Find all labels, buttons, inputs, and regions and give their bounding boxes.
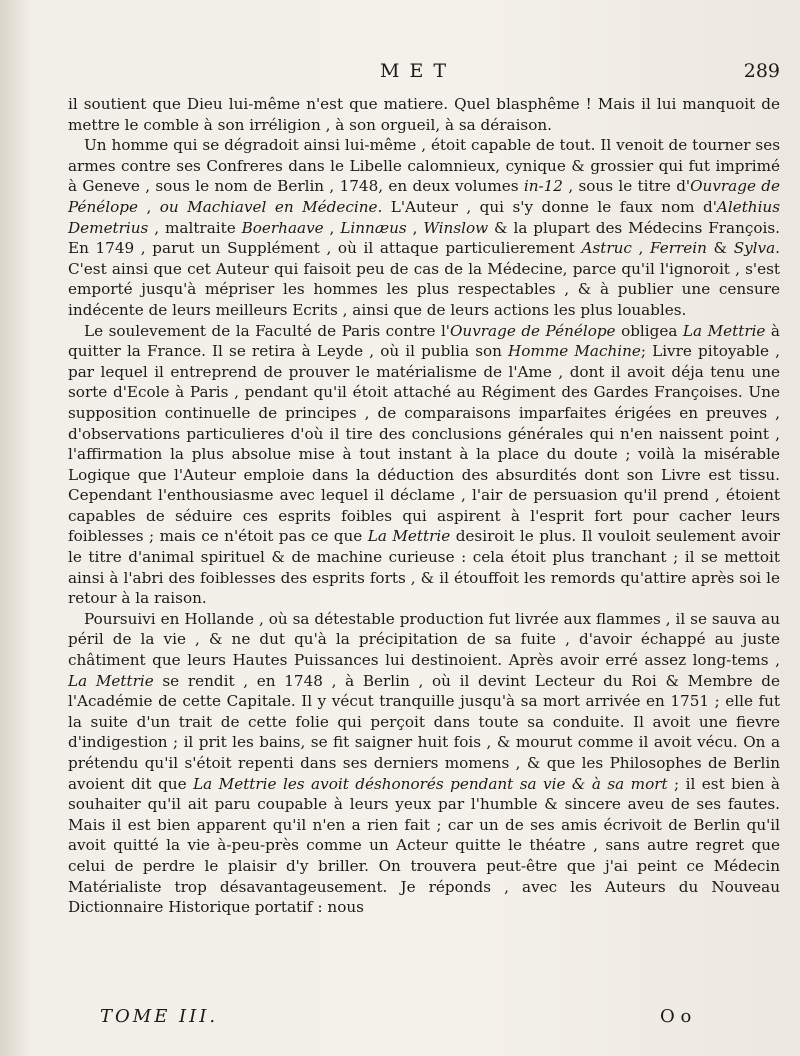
text-run: Linnæus [340, 218, 407, 237]
signature-mark: O o [660, 1006, 692, 1027]
text-run: Astruc [581, 239, 632, 258]
page-number: 289 [743, 60, 780, 82]
text-run: il soutient que Dieu lui-même n'est que matiere. Quel blasphême ! Mais il lui manquoit de mettre le comble à son irréligion , à son orgueil, à sa déraison. [68, 95, 780, 134]
text-run: Alethius Demetrius [68, 197, 781, 237]
text-run: , maltraite [148, 218, 242, 237]
paragraph-2 [68, 135, 780, 320]
text-run: L'Auteur , qui s'y donne le faux nom d' [382, 197, 717, 216]
text-run: , [138, 197, 160, 216]
text-run: ; Livre pitoyable , par lequel il entreprend de prouver le matérialisme de l'Ame , dont il avoit déja tenu une sorte d'Ecole à Paris , pendant qu'il étoit attaché au Régiment des Gardes Françoises. Une supposition continuelle de principes , de comparaisons imparfaites érigées en preuves , d'observations particulieres d'où il tire des conclusions générales qui n'en naissent point , l'affirmation la plus absolue mise à tout instant à la place du doute ; voilà la misérable Logique que l'Auteur emploie dans la déduction des absurdités dont son Livre est tissu. Cependant l'enthousiasme avec lequel il déclame , l'air de persuasion qu'il prend , étoient capables de séduire ces esprits foibles qui aspirent à l'esprit fort pour cacher leurs foiblesses ; mais ce n'étoit pas ce que [68, 342, 780, 546]
text-run: Poursuivi en Hollande , où sa détestable production fut livrée aux flammes , il se sauva au péril de la vie , & ne dut qu'à la précipitation de sa fuite , d'avoir échappé au juste châtiment que leurs Hautes Puissances lui destinoient. Après avoir erré assez long-tems , [68, 609, 780, 670]
running-head: MET [380, 60, 456, 82]
text-run: se rendit , en 1748 , à Berlin , où il devint Lecteur du Roi & Membre de l'Académie de cette Capitale. Il y vécut tranquille jusqu'à sa mort arrivée en 1751 ; elle fut la suite d'un trait de cette folie qui perçoit dans toute sa conduite. Il avoit une fievre d'indigestion ; il prit les bains, se fit saigner huit fois , & mourut comme il avoit vécu. On a prétendu qu'il s'étoit repenti dans ses derniers momens , & que les Philosophes de Berlin avoient dit que [68, 671, 780, 793]
text-run: Ouvrage de Pénélope [68, 177, 781, 216]
text-run: & [706, 239, 734, 258]
text-run: Winslow [423, 218, 489, 237]
paragraph-3 [68, 321, 780, 609]
text-run: , [406, 218, 424, 237]
text-run: Boerhaave [241, 218, 324, 237]
text-run: , [323, 218, 341, 237]
text-run: Homme Machine [508, 342, 641, 361]
text-run: obligea [615, 321, 683, 340]
text-run: Ouvrage de Pénélope [449, 321, 616, 340]
text-run: Sylva. [733, 239, 780, 258]
text-run: La Mettrie [68, 671, 154, 690]
text-run: , [631, 239, 651, 258]
text-run: ; il est bien à souhaiter qu'il ait paru coupable à leurs yeux par l'humble & sincere aveu de ses fautes. Mais il est bien apparent qu'il n'en a rien fait ; car un de ses amis écrivoit de Berlin qu'il avoit quitté la vie à-peu-près comme un Acteur quitte le théatre , sans autre regret que celui de perdre le plaisir d'y briller. On trouvera peut-être que j'ai peint ce Médecin Matérialiste trop désavantageusement. Je réponds , avec les Auteurs du Nouveau Dictionnaire Historique portatif : nous [68, 774, 780, 917]
text-run: , sous le titre d' [562, 177, 691, 196]
text-run: La Mettrie [682, 321, 766, 340]
text-run: Un homme qui se dégradoit ainsi lui-même , étoit capable de tout. Il venoit de tourner ses armes contre ses Confreres dans le Libelle calomnieux, cynique & grossier qui fut imprimé à Geneve , sous le nom de Berlin , 1748, en deux volumes [68, 136, 780, 196]
paragraph-4 [68, 609, 780, 918]
text-run: & la plupart des Médecins François. En 1749 , parut un Supplément , où il attaque particulierement [68, 218, 781, 258]
text-run: in-12 [523, 177, 563, 196]
page-footer [0, 1006, 800, 1036]
page-header [0, 60, 800, 90]
page-body [68, 94, 780, 918]
text-run: La Mettrie [367, 527, 451, 546]
text-run: desiroit le plus. Il vouloit seulement avoir le titre d'animal spirituel & de machine curieuse : cela étoit plus tranchant ; il se mettoit ainsi à l'abri des foiblesses des esprits forts , & il étouffoit les remords qu'attire après soi le retour à la raison. [68, 527, 780, 608]
text-run: C'est ainsi que cet Auteur qui faisoit peu de cas de la Médecine, parce qu'il l'ignoroit , s'est emporté jusqu'à mépriser les hommes les plus respectables , & à publier une censure indécente de leurs meilleurs Ecrits , ainsi que de leurs actions les plus louables. [68, 259, 780, 319]
text-run: La Mettrie les avoit déshonorés pendant sa vie & à sa mort [193, 774, 668, 793]
text-run: ou Machiavel en Médecine. [159, 197, 383, 216]
paragraph-1 [68, 94, 780, 135]
text-run: Le soulevement de la Faculté de Paris contre l' [84, 321, 450, 340]
text-run: à quitter la France. Il se retira à Leyde , où il publia son [68, 321, 780, 361]
text-run: Ferrein [650, 239, 707, 258]
volume-label: TOME III. [100, 1006, 219, 1027]
